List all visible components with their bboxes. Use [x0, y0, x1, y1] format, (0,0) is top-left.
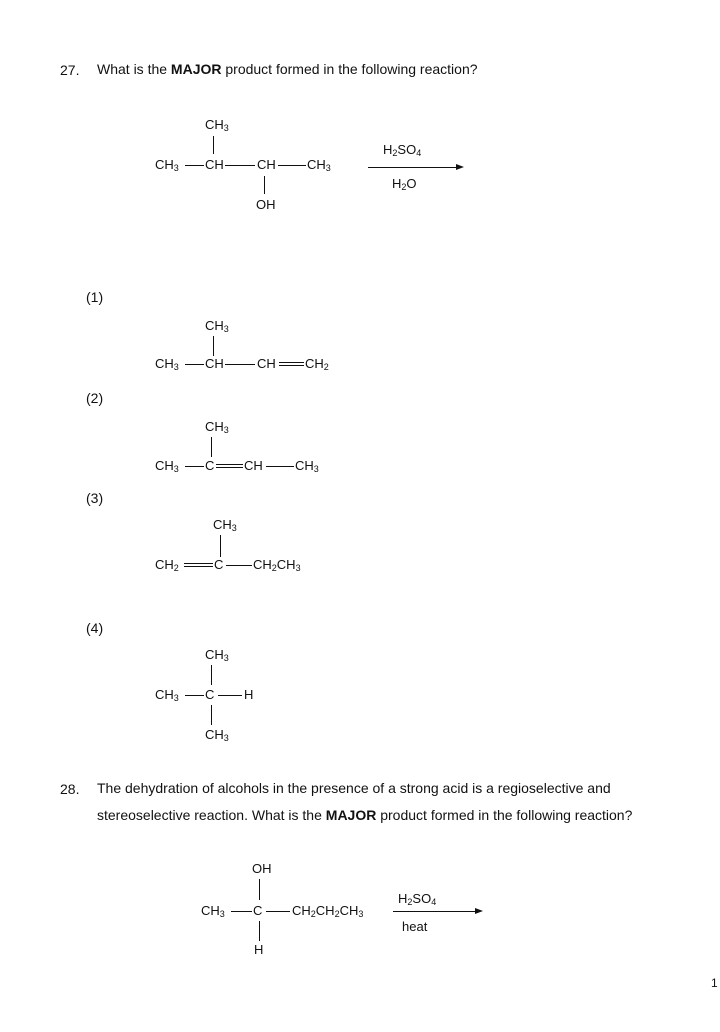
opt3-bond-1	[226, 565, 252, 566]
option-4-label: (4)	[86, 620, 104, 636]
opt2-top-ch3: $CH_3$	[205, 419, 229, 435]
question-28-line-1: The dehydration of alcohols in the presence of a strong acid is a regioselective and	[97, 780, 611, 796]
question-28-number: 28.	[60, 781, 80, 797]
opt3-bond-vertical	[220, 535, 221, 557]
opt2-c: C	[205, 458, 215, 473]
opt2-double-bond	[216, 464, 243, 468]
q27-oh: OH	[256, 197, 276, 212]
opt1-bond-vertical	[213, 336, 214, 356]
q28-c: C	[253, 903, 263, 918]
option-1-label: (1)	[86, 289, 104, 305]
q27-top-ch3: $CH_3$	[205, 117, 229, 133]
opt3-c: C	[214, 557, 224, 572]
q28-propyl: $CH_2CH_2CH_3$	[292, 903, 364, 919]
q27-bond-vertical-top	[213, 136, 214, 154]
opt4-bond-2	[218, 695, 242, 696]
q28-oh: OH	[252, 861, 272, 876]
opt3-ch2ch3: $CH_2CH_3$	[253, 557, 301, 573]
q28-ch3: $CH_3$	[201, 903, 225, 919]
q27-arrow-head	[456, 164, 464, 170]
opt4-bottom-ch3: $CH_3$	[205, 727, 229, 743]
opt2-bond-vertical	[211, 437, 212, 457]
opt1-ch2: $CH_2$	[305, 356, 329, 372]
q27-ch-1: CH	[205, 157, 224, 172]
q27-right-ch3: $CH_3$	[307, 157, 331, 173]
opt3-ch2: $CH_2$	[155, 557, 179, 573]
opt4-c: C	[205, 687, 215, 702]
q27-bond-1	[185, 165, 204, 166]
q28-h: H	[254, 942, 264, 957]
opt1-ch-alkene: CH	[257, 356, 276, 371]
q27-reagent-h2so4: $H_2SO_4$	[383, 142, 422, 158]
opt4-h: H	[244, 687, 254, 702]
option-2-label: (2)	[86, 390, 104, 406]
q28-bond-vertical-top	[259, 879, 260, 900]
opt1-ch: CH	[205, 356, 224, 371]
opt1-bond-1	[185, 364, 204, 365]
opt2-ch3-left: $CH_3$	[155, 458, 179, 474]
opt2-ch3-right: $CH_3$	[295, 458, 319, 474]
q28-bond-2	[266, 911, 290, 912]
opt4-bond-1	[185, 695, 204, 696]
question-27-text: What is the MAJOR product formed in the following reaction?	[97, 61, 478, 77]
q27-bond-vertical-oh	[264, 176, 265, 194]
opt3-double-bond	[184, 563, 213, 567]
opt1-top-ch3: $CH_3$	[205, 318, 229, 334]
opt1-double-bond	[279, 362, 304, 366]
q27-ch-2: CH	[257, 157, 276, 172]
q27-arrow-line	[368, 167, 456, 168]
opt1-bond-2	[225, 364, 255, 365]
q28-reagent-h2so4: $H_2SO_4$	[398, 891, 437, 907]
q28-reagent-heat: heat	[402, 919, 428, 934]
q28-bond-vertical-bottom	[259, 921, 260, 941]
question-27-number: 27.	[60, 62, 80, 78]
opt4-bond-vertical-top	[211, 665, 212, 685]
opt4-bond-vertical-bottom	[211, 705, 212, 725]
opt4-ch3-left: $CH_3$	[155, 687, 179, 703]
q27-bond-2	[225, 165, 255, 166]
opt2-bond-2	[266, 466, 294, 467]
q27-reagent-h2o: $H_2O$	[392, 176, 417, 192]
q27-bond-3	[278, 165, 306, 166]
option-3-label: (3)	[86, 490, 104, 506]
question-28-line-2: stereoselective reaction. What is the MAJOR product formed in the following reaction?	[97, 807, 633, 823]
q28-bond-1	[231, 911, 252, 912]
opt2-ch: CH	[244, 458, 263, 473]
q28-arrow-line	[393, 911, 475, 912]
q27-left-ch3: $CH_3$	[155, 157, 179, 173]
opt3-top-ch3: $CH_3$	[213, 517, 237, 533]
opt1-ch3: $CH_3$	[155, 356, 179, 372]
opt4-top-ch3: $CH_3$	[205, 647, 229, 663]
page-number: 1	[711, 976, 718, 990]
q28-arrow-head	[475, 908, 483, 914]
opt2-bond-1	[185, 466, 204, 467]
